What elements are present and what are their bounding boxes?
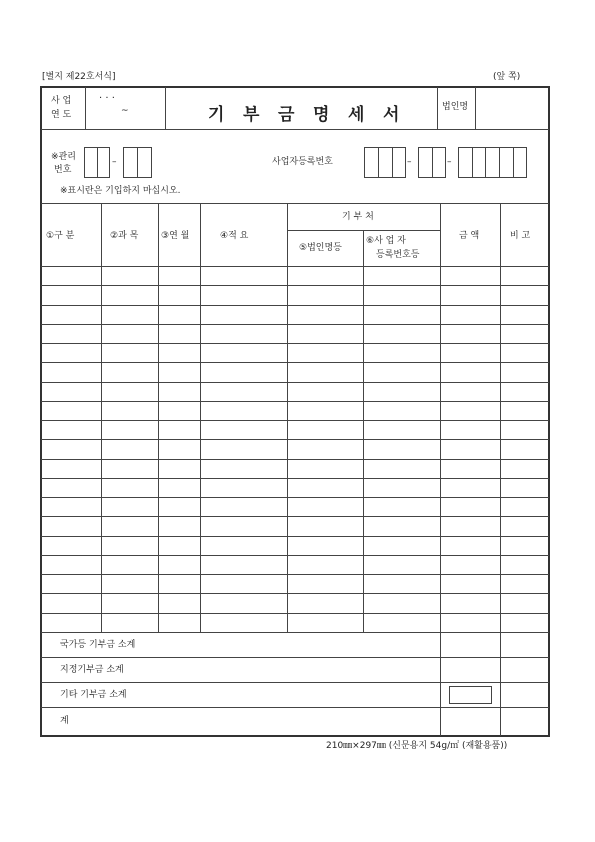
divider [287,230,440,231]
subtotal-other: 기타 기부금 소계 [60,690,127,700]
table-row [41,555,549,556]
dash: – [407,157,412,167]
business-year-label: 사 업 [51,96,72,106]
corp-name-label: 법인명 [442,102,469,112]
header-remarks: 비 고 [510,231,531,241]
instruction-note: ※표시란은 기입하지 마십시오. [60,186,181,196]
title-char: 금 [278,105,295,125]
divider [165,87,166,129]
column-divider [158,203,159,632]
table-row [41,516,549,517]
year-dots: · · · [99,93,115,104]
column-divider [101,203,102,632]
divider [499,147,500,178]
header-summary: ④적 요 [220,231,249,241]
divider [97,147,98,178]
header-category: ①구 분 [46,231,75,241]
paper-spec: 210㎜×297㎜ (신문용지 54g/㎡ (재활용품)) [326,741,508,751]
divider [475,87,476,129]
divider [472,147,473,178]
table-row [41,536,549,537]
table-row [41,459,549,460]
header-bizreg: ⑥사 업 자 [366,236,406,246]
header-date: ③연 월 [161,231,190,241]
divider [513,147,514,178]
table-row [41,632,549,633]
header-subject: ②과 목 [110,231,139,241]
mgmt-number-label: ※관리 [51,152,76,162]
header-bizreg-2: 등록번호등 [376,250,420,260]
header-amount: 금 액 [459,231,480,241]
dash: – [112,157,117,167]
title-char: 서 [383,105,400,125]
table-row [41,478,549,479]
subtotal-national: 국가등 기부금 소계 [60,640,136,650]
table-row [41,420,549,421]
table-row [41,266,549,267]
header-corp-name: ⑤법인명등 [299,243,342,253]
divider [85,87,86,129]
business-year-label-2: 연 도 [51,110,72,120]
table-row [41,401,549,402]
title-char: 명 [313,105,330,125]
table-row [41,574,549,575]
table-row [41,439,549,440]
divider [137,147,138,178]
divider [41,707,549,708]
header-recipient: 기 부 처 [342,212,374,222]
biz-reg-box-3[interactable] [458,147,527,178]
table-row [41,593,549,594]
title-char: 부 [243,105,260,125]
table-row [41,497,549,498]
divider [432,147,433,178]
table-row [41,324,549,325]
divider [41,129,549,130]
divider [485,147,486,178]
title-char: 세 [348,105,365,125]
biz-reg-box-1[interactable] [364,147,406,178]
column-divider [200,203,201,632]
divider [41,657,549,658]
divider [41,682,549,683]
table-row [41,382,549,383]
subtotal-designated: 지정기부금 소계 [60,665,124,675]
year-tilde: ~ [121,106,129,116]
dash: – [447,157,452,167]
total-label: 계 [60,716,69,726]
column-divider [287,203,288,632]
divider [437,87,438,129]
divider [41,203,549,204]
table-row [41,343,549,344]
other-amount-box[interactable] [449,686,492,704]
biz-reg-label: 사업자등록번호 [272,157,333,167]
table-row [41,305,549,306]
page-side-label: (앞 쪽) [493,72,521,82]
divider [378,147,379,178]
divider [392,147,393,178]
table-row [41,613,549,614]
mgmt-number-label-2: 번호 [54,165,72,175]
title-char: 기 [208,105,225,125]
column-divider [363,230,364,632]
table-row [41,362,549,363]
table-row [41,285,549,286]
form-number: [별지 제22호서식] [42,72,116,82]
